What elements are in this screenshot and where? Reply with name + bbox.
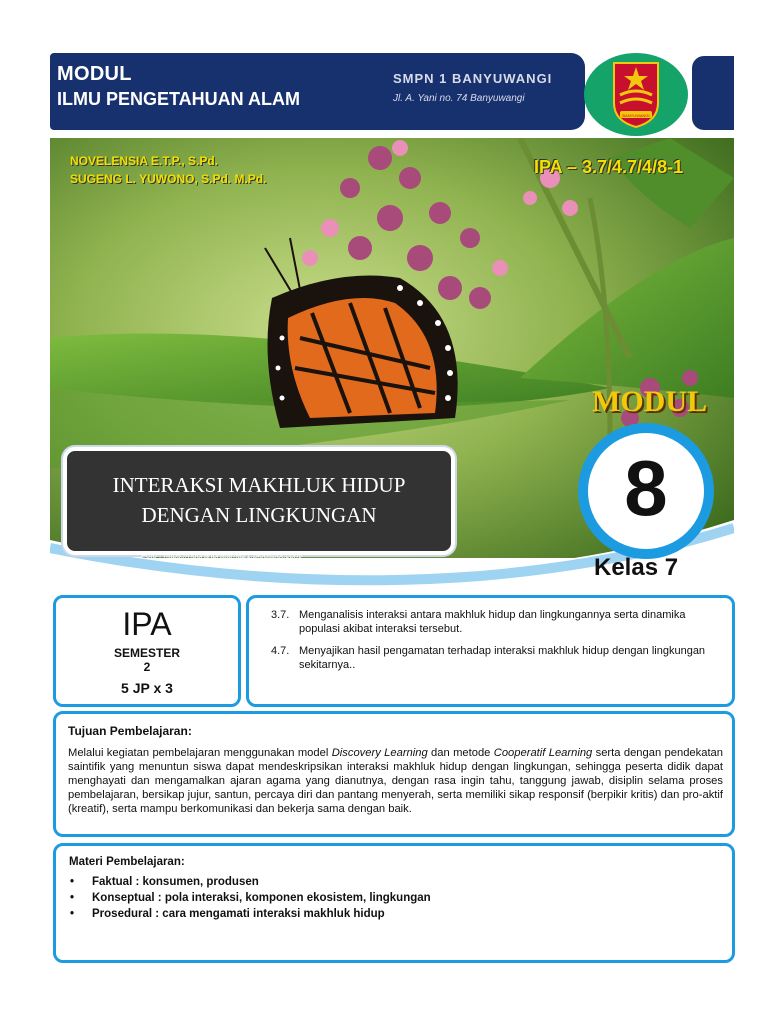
author-2: SUGENG L. YUWONO, S.Pd. M.Pd. bbox=[70, 172, 267, 186]
competency-text: Menganalisis interaksi antara makhluk hidup dan lingkungannya serta dinamika populasi akibat interaksi tersebut. bbox=[299, 609, 686, 635]
material-heading: Materi Pembelajaran: bbox=[69, 856, 185, 868]
learning-material-box bbox=[53, 843, 735, 963]
module-number: 8 bbox=[624, 444, 668, 532]
competency-text: Menyajikan hasil pengamatan terhadap interaksi makhluk hidup dengan lingkungan sekitarnya.. bbox=[299, 645, 706, 671]
objectives-paragraph: Melalui kegiatan pembelajaran menggunakan model Discovery Learning dan metode Cooperatif Learning serta dengan pendekatan saintifik yang menuntun siswa dapat mendeskripsikan interaksi makhluk hidup dengan lingkungan, sehingga peserta didik dapat menghayati dan mengamalkan ajaran agama yang dianutnya, dengan rasa ingin tahu, tanggung jawab, disiplin selama proses pembelajaran, bersikap jujur, santun, percaya diri dan pantang menyerah, serta memiliki sikap responsif (berpikir kritis) dan pro-aktif (kreatif), serta mampu berkomunikasi dan bekerja sama dengan baik. bbox=[68, 747, 724, 815]
svg-text:BANYUWANGI: BANYUWANGI bbox=[622, 113, 650, 118]
semester-label: SEMESTER bbox=[113, 646, 180, 660]
module-title-box bbox=[63, 447, 455, 555]
photo-credit: Foto : https://nugrahpratama21.blogspot.com/ bbox=[141, 551, 303, 560]
subject-name: IPA bbox=[122, 606, 172, 642]
subject-title: ILMU PENGETAHUAN ALAM bbox=[57, 89, 300, 109]
kelas-label: Kelas 7 bbox=[594, 554, 679, 581]
header-right-tab bbox=[692, 56, 734, 130]
competency-box bbox=[246, 595, 735, 707]
module-number-badge bbox=[578, 423, 714, 559]
school-name: SMPN 1 BANYUWANGI bbox=[393, 71, 553, 86]
objectives-heading: Tujuan Pembelajaran: bbox=[68, 724, 192, 738]
module-title-line1: INTERAKSI MAKHLUK HIDUP bbox=[112, 473, 406, 497]
material-item: • Faktual : konsumen, produsen bbox=[92, 874, 431, 890]
competency-number: 4.7. bbox=[271, 645, 290, 657]
curriculum-code: IPA – 3.7/4.7/4/8-1 bbox=[534, 157, 684, 177]
material-item: • Prosedural : cara mengamati interaksi makhluk hidup bbox=[92, 906, 431, 922]
modul-label: MODUL bbox=[57, 63, 132, 85]
emblem-icon bbox=[606, 59, 666, 129]
author-1: NOVELENSIA E.T.P., S.Pd. bbox=[70, 154, 219, 168]
material-list bbox=[68, 874, 431, 922]
school-address: Jl. A. Yani no. 74 Banyuwangi bbox=[393, 93, 525, 104]
lesson-hours: 5 JP x 3 bbox=[121, 680, 173, 696]
authors bbox=[70, 152, 266, 188]
semester-value: 2 bbox=[143, 660, 151, 674]
competency-number: 3.7. bbox=[271, 609, 290, 621]
header-banner bbox=[50, 53, 585, 130]
learning-objectives-box bbox=[53, 711, 735, 837]
subject-box bbox=[53, 595, 241, 707]
modul-word: MODUL bbox=[592, 385, 707, 418]
module-title-line2: DENGAN LINGKUNGAN bbox=[141, 503, 377, 527]
school-logo bbox=[584, 53, 688, 136]
material-item: • Konseptual : pola interaksi, komponen ekosistem, lingkungan bbox=[92, 890, 431, 906]
